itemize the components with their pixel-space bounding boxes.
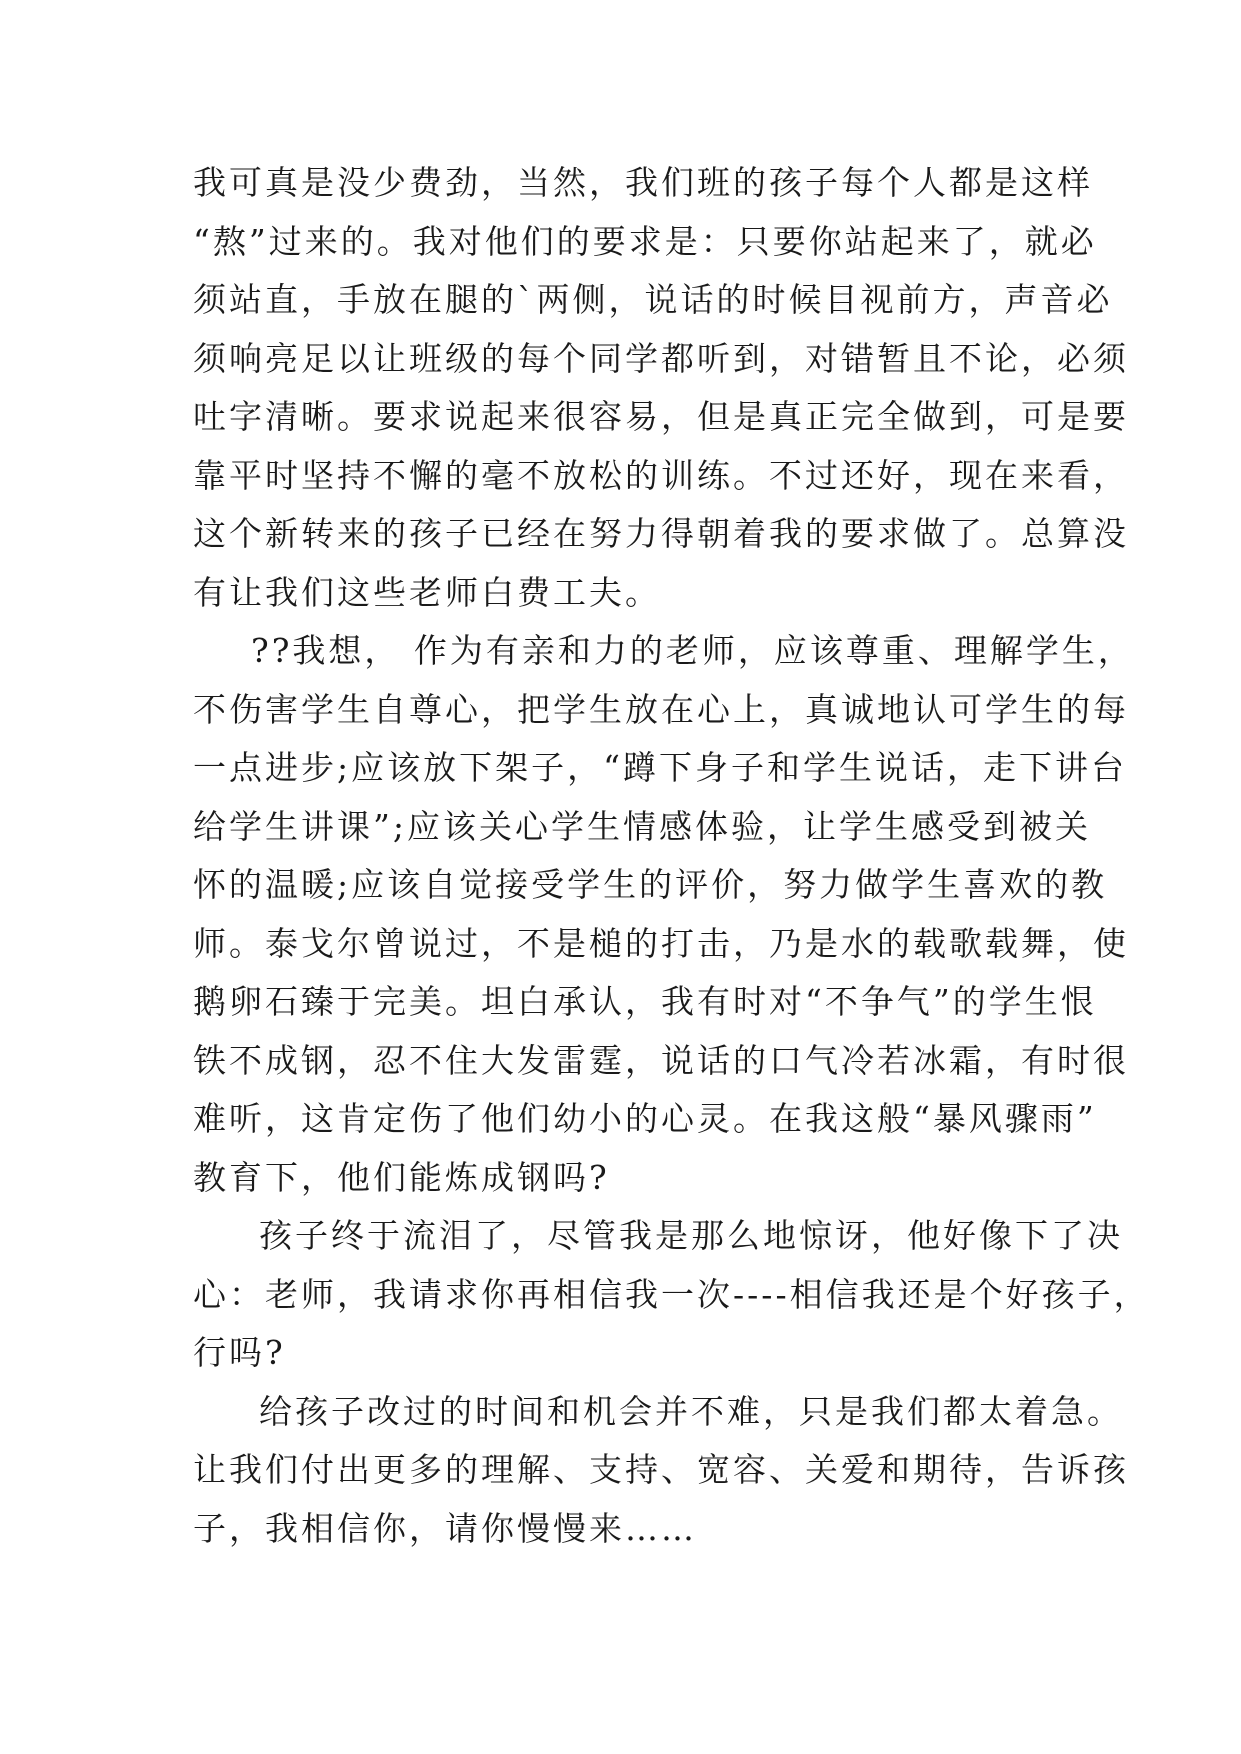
text-line: 给学生讲课”;应该关心学生情感体验，让学生感受到被关 bbox=[193, 806, 1091, 846]
text-line: 心：老师，我请求你再相信我一次----相信我还是个好孩子， bbox=[193, 1274, 1150, 1314]
text-line: 让我们付出更多的理解、支持、宽容、关爱和期待，告诉孩 bbox=[193, 1450, 1129, 1489]
text-line: 靠平时坚持不懈的毫不放松的训练。不过还好，现在来看， bbox=[193, 455, 1129, 495]
paragraph-start-line: ??我想， 作为有亲和力的老师，应该尊重、理解学生， bbox=[251, 631, 1134, 670]
paragraph-start-line: 给孩子改过的时间和机会并不难，只是我们都太着急。 bbox=[259, 1391, 1123, 1431]
text-line: 鹅卵石臻于完美。坦白承认，我有时对“不争气”的学生恨 bbox=[193, 982, 1097, 1021]
text-line: 有让我们这些老师白费工夫。 bbox=[193, 572, 661, 612]
text-line: 教育下，他们能炼成钢吗? bbox=[193, 1157, 610, 1197]
text-line: 师。泰戈尔曾说过，不是槌的打击，乃是水的载歌载舞，使 bbox=[193, 923, 1129, 963]
text-line: 怀的温暖;应该自觉接受学生的评价，努力做学生喜欢的教 bbox=[193, 865, 1108, 904]
paragraph-start-line: 孩子终于流泪了，尽管我是那么地惊讶，他好像下了决 bbox=[259, 1216, 1123, 1255]
text-line: 子，我相信你，请你慢慢来…… bbox=[193, 1508, 697, 1548]
text-line: 我可真是没少费劲，当然，我们班的孩子每个人都是这样 bbox=[193, 163, 1093, 202]
text-line: 不伤害学生自尊心，把学生放在心上，真诚地认可学生的每 bbox=[193, 689, 1129, 729]
text-line: 难听，这肯定伤了他们幼小的心灵。在我这般“暴风骤雨” bbox=[193, 1099, 1097, 1138]
text-line: 一点进步;应该放下架子，“蹲下身子和学生说话，走下讲台 bbox=[193, 748, 1127, 787]
text-line: “熬”过来的。我对他们的要求是：只要你站起来了，就必 bbox=[193, 221, 1097, 261]
text-line: 这个新转来的孩子已经在努力得朝着我的要求做了。总算没 bbox=[193, 514, 1129, 553]
text-line: 须响亮足以让班级的每个同学都听到，对错暂且不论，必须 bbox=[193, 338, 1129, 378]
text-line: 吐字清晰。要求说起来很容易，但是真正完全做到，可是要 bbox=[193, 397, 1129, 436]
text-line: 铁不成钢，忍不住大发雷霆，说话的口气冷若冰霜，有时很 bbox=[193, 1040, 1129, 1080]
body-text bbox=[193, 154, 1150, 1558]
text-line: 行吗? bbox=[193, 1333, 286, 1372]
text-line: 须站直，手放在腿的`两侧，说话的时候目视前方，声音必 bbox=[193, 280, 1113, 319]
